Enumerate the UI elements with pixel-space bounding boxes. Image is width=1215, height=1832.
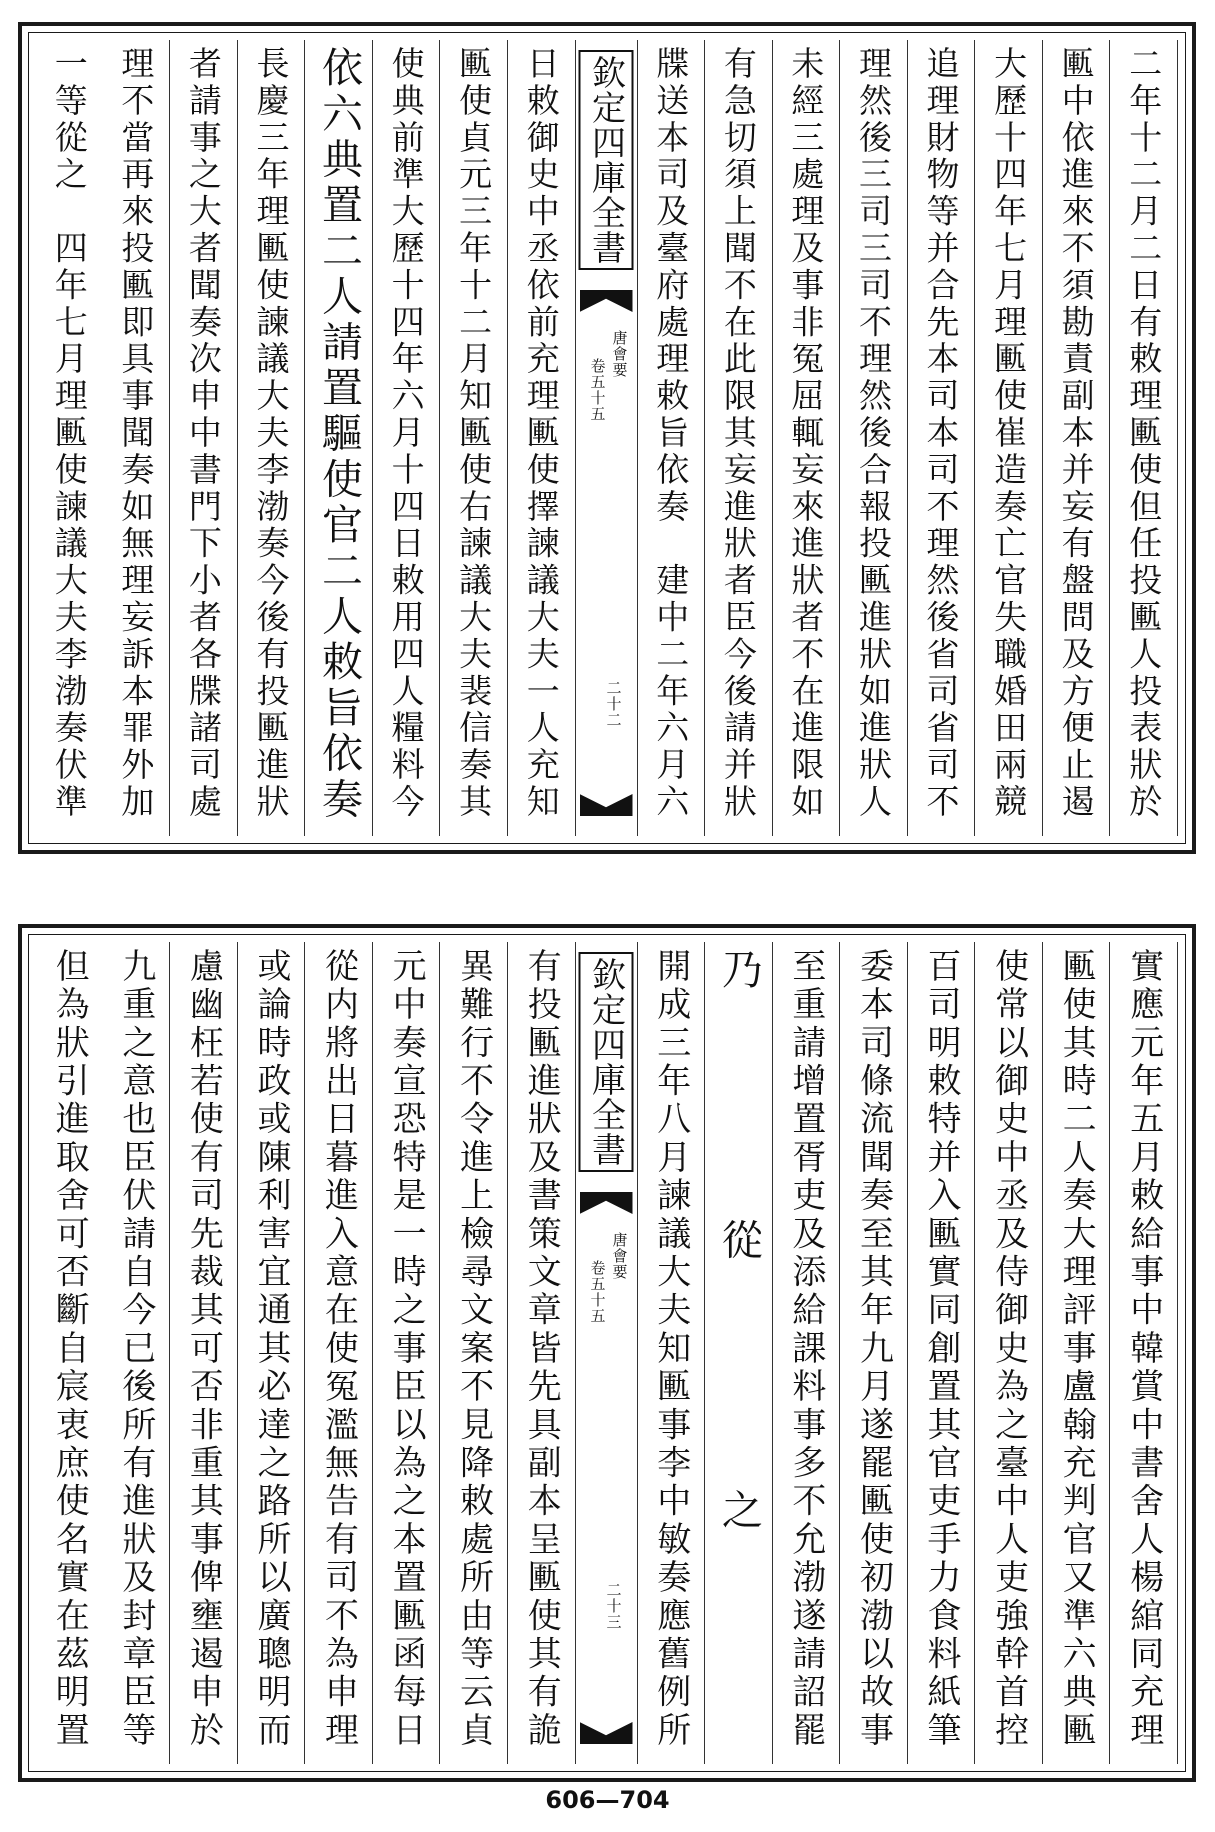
upper-column-right-1 (1110, 40, 1178, 836)
column-text: 匭中依進來不須勘責副本并妄有盤問及方便止遏 (1056, 46, 1096, 821)
upper-column-left-6 (170, 40, 238, 836)
column-text: 依六典置二人請置驅使官二人敕旨依奏 (315, 46, 364, 823)
upper-column-left-4 (305, 40, 373, 836)
column-text: 者請事之大者聞奏次申中書門下小者各牒諸司處 (183, 46, 223, 821)
column-text: 但為狀引進取舍可否斷自宸衷庶使名實在茲明置 (49, 948, 90, 1751)
upper-column-right-2 (1043, 40, 1111, 836)
lower-column-right-2 (1043, 942, 1111, 1764)
lower-column-right-7 (705, 942, 773, 1764)
text-columns-upper (36, 40, 1178, 836)
lower-column-left-4 (305, 942, 373, 1764)
lower-center-fold (576, 942, 638, 1764)
text-columns-lower (36, 942, 1178, 1764)
fish-tail-mark-icon (580, 1192, 633, 1214)
upper-column-right-3 (975, 40, 1043, 836)
column-text: 實應元年五月敕給事中韓賞中書舍人楊綰同充理 (1123, 948, 1164, 1751)
column-text: 至重請增置胥吏及添給課料事多不允渤遂請詔罷 (785, 948, 826, 1751)
column-text: 有急切須上聞不在此限其妄進狀者臣今後請并狀 (718, 46, 758, 821)
lower-column-left-3 (373, 942, 441, 1764)
lower-column-left-6 (170, 942, 238, 1764)
lower-column-left-2 (440, 942, 508, 1764)
upper-column-left-7 (103, 40, 171, 836)
lower-column-right-3 (975, 942, 1043, 1764)
upper-column-left-8 (36, 40, 103, 836)
upper-center-fold (576, 40, 638, 836)
lower-column-right-6 (773, 942, 841, 1764)
column-text: 九重之意也臣伏請自今已後所有進狀及封章臣等 (115, 948, 156, 1751)
leaf-number: 二十二 (604, 680, 623, 728)
book-title: 欽定四庫全書 (579, 952, 634, 1172)
book-title: 欽定四庫全書 (579, 50, 634, 270)
column-text: 或論時政或陳利害宜通其必達之路所以廣聰明而 (250, 948, 291, 1751)
volume-number: 卷五十五 (588, 358, 607, 422)
fish-tail-mark-icon (580, 794, 633, 816)
column-text: 理不當再來投匭即具事聞奏如無理妄訴本罪外加 (116, 46, 156, 821)
column-text: 使常以御史中丞及侍御史為之臺中人吏強幹首控 (988, 948, 1029, 1751)
upper-column-right-8 (638, 40, 706, 836)
column-text: 二年十二月二日有敕理匭使但任投匭人投表狀於 (1124, 46, 1164, 821)
book-subtitle: 唐會要 (610, 1232, 629, 1280)
lower-column-right-1 (1110, 942, 1178, 1764)
upper-column-right-6 (773, 40, 841, 836)
column-text: 慮幽枉若使有司先裁其可否非重其事俾壅遏申於 (183, 948, 224, 1751)
column-text: 匭使其時二人奏大理評事盧翰充判官又準六典匭 (1056, 948, 1097, 1751)
column-text: 異難行不令進上檢尋文案不見降敕處所由等云貞 (453, 948, 494, 1751)
column-text: 長慶三年理匭使諫議大夫李渤奏今後有投匭進狀 (251, 46, 291, 821)
column-text: 使典前準大歷十四年六月十四日敕用四人糧料今 (386, 46, 426, 821)
lower-column-right-4 (908, 942, 976, 1764)
lower-column-left-7 (103, 942, 171, 1764)
lower-column-left-1 (508, 942, 576, 1764)
upper-column-left-2 (440, 40, 508, 836)
page-panel-lower (18, 924, 1196, 1782)
upper-column-left-1 (508, 40, 576, 836)
column-text: 乃從之 (714, 948, 763, 1759)
column-text: 大歷十四年七月理匭使崔造奏亡官失職婚田兩競 (989, 46, 1029, 821)
lower-column-right-5 (840, 942, 908, 1764)
column-text: 理然後三司三司不理然後合報投匭進狀如進狀人 (853, 46, 893, 821)
column-text: 牒送本司及臺府處理敕旨依奏 建中二年六月六 (651, 46, 691, 821)
lower-column-right-8 (638, 942, 706, 1764)
column-text: 百司明敕特并入匭實同創置其官吏手力食料紙筆 (921, 948, 962, 1751)
upper-column-left-5 (238, 40, 306, 836)
column-text: 有投匭進狀及書策文章皆先具副本呈匭使其有詭 (521, 948, 562, 1751)
column-text: 日敕御史中丞依前充理匭使擇諫議大夫一人充知 (521, 46, 561, 821)
column-text: 元中奏宣恐特是一時之事臣以為之本置匭函每日 (386, 948, 427, 1751)
book-subtitle: 唐會要 (610, 330, 629, 378)
column-text: 一等從之 四年七月理匭使諫議大夫李渤奏伏準 (49, 46, 89, 821)
column-text: 開成三年八月諫議大夫知匭事李中敏奏應舊例所 (650, 948, 691, 1751)
page-panel-upper (18, 22, 1196, 854)
upper-column-right-4 (908, 40, 976, 836)
column-text: 匭使貞元三年十二月知匭使右諫議大夫裴信奏其 (454, 46, 494, 821)
lower-column-left-5 (238, 942, 306, 1764)
column-text: 未經三處理及事非冤屈輒妄來進狀者不在進限如 (786, 46, 826, 821)
upper-column-left-3 (373, 40, 441, 836)
leaf-number: 二十三 (604, 1582, 623, 1630)
column-text: 委本司條流聞奏至其年九月遂罷匭使初渤以故事 (853, 948, 894, 1751)
column-text: 追理財物等并合先本司本司不理然後省司省司不 (921, 46, 961, 821)
lower-column-left-8 (36, 942, 103, 1764)
page-number: 606—704 (545, 1786, 670, 1814)
fish-tail-mark-icon (580, 290, 633, 312)
upper-column-right-5 (840, 40, 908, 836)
fish-tail-mark-icon (580, 1722, 633, 1744)
column-text: 從内將出日暮進入意在使冤濫無告有司不為申理 (318, 948, 359, 1751)
volume-number: 卷五十五 (588, 1260, 607, 1324)
upper-column-right-7 (705, 40, 773, 836)
